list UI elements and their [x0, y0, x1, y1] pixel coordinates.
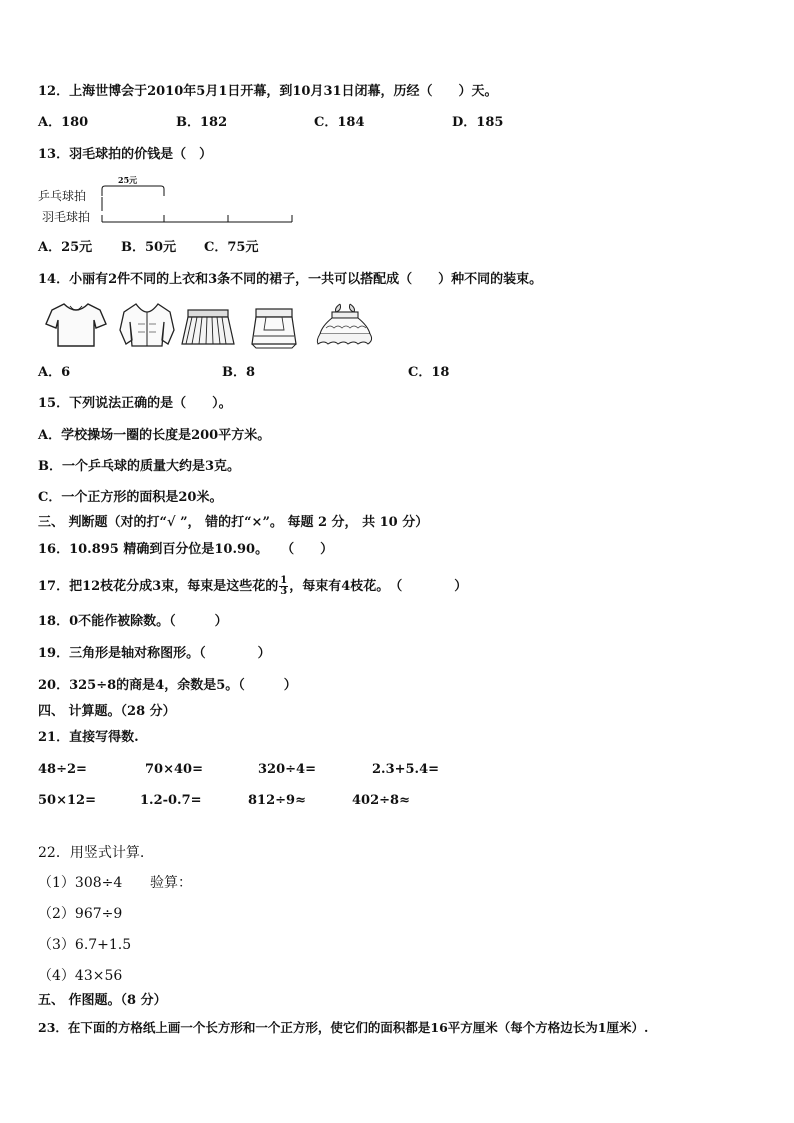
q13-option-b: B．50元	[121, 240, 177, 255]
q13-text: 13．羽毛球拍的价钱是（ ）	[38, 147, 213, 162]
q22-item-3: （3）6.7+1.5	[38, 937, 132, 953]
q13-option-a: A．25元	[38, 240, 93, 255]
q17-fraction	[279, 576, 288, 597]
q17-fraction-denominator: 3	[280, 586, 288, 597]
q22-item-2: （2）967÷9	[38, 906, 123, 922]
q15-option-b: B．一个乒乓球的质量大约是3克。	[38, 459, 241, 474]
section-3-heading: 三、 判断题（对的打“√ ”， 错的打“×”。 每题 2 分， 共 10 分）	[38, 515, 429, 530]
q19-text: 19．三角形是轴对称图形。（ ）	[38, 646, 271, 661]
q14-text: 14．小丽有2件不同的上衣和3条不同的裙子，一共可以搭配成（ ）种不同的装束。	[38, 272, 543, 287]
q12-option-b: B．182	[176, 115, 228, 130]
q15-text: 15．下列说法正确的是（ ）。	[38, 396, 232, 411]
q14-option-b: B．8	[222, 365, 256, 380]
q12-text: 12．上海世博会于2010年5月1日开幕，到10月31日闭幕，历经（ ）天。	[38, 84, 498, 99]
q21-item-6: 1.2-0.7=	[140, 793, 202, 808]
q21-item-7: 812÷9≈	[248, 793, 306, 808]
q22-item-1: （1）308÷4	[38, 875, 123, 891]
q13-figure	[38, 175, 298, 225]
q21-item-3: 320÷4=	[258, 762, 316, 777]
q21-item-4: 2.3+5.4=	[372, 762, 440, 777]
short-skirt-icon	[248, 306, 300, 352]
q23-text: 23．在下面的方格纸上画一个长方形和一个正方形，使它们的面积都是16平方厘米（每个方格边长为1厘米）.	[38, 1020, 649, 1035]
q17-text-before: 17．把12枝花分成3束，每束是这些花的	[38, 579, 279, 594]
q14-option-a: A．6	[38, 365, 71, 380]
q13-brace-label: 25元	[118, 175, 138, 185]
q13-row2-label: 羽毛球拍	[42, 210, 91, 224]
q15-option-a: A．学校操场一圈的长度是200平方米。	[38, 428, 271, 443]
q15-option-c: C．一个正方形的面积是20米。	[38, 490, 223, 505]
q16-text: 16．10.895 精确到百分位是10.90。 （ ）	[38, 542, 334, 557]
q22-check-label: 验算：	[150, 875, 192, 891]
q13-segment-diagram	[38, 175, 298, 225]
q14-option-c: C．18	[408, 365, 450, 380]
section-5-heading: 五、 作图题。（8 分）	[38, 993, 167, 1008]
q21-text: 21．直接写得数.	[38, 730, 139, 745]
q21-item-8: 402÷8≈	[352, 793, 410, 808]
q22-item-4: （4）43×56	[38, 968, 123, 984]
q20-text: 20．325÷8的商是4，余数是5。（ ）	[38, 678, 297, 693]
q22-text: 22．用竖式计算.	[38, 845, 145, 861]
q17-fraction-numerator: 1	[280, 575, 288, 586]
q18-text: 18．0不能作被除数。（ ）	[38, 614, 228, 629]
q13-option-c: C．75元	[204, 240, 259, 255]
q17-line	[38, 576, 467, 597]
section-4-heading: 四、 计算题。（28 分）	[38, 704, 176, 719]
q21-item-2: 70×40=	[145, 762, 203, 777]
q12-option-d: D．185	[452, 115, 504, 130]
q12-option-c: C．184	[314, 115, 365, 130]
q14-clothing-pictures	[38, 300, 378, 352]
q21-item-5: 50×12=	[38, 793, 96, 808]
pleated-skirt-icon	[180, 306, 236, 350]
q12-option-a: A．180	[38, 115, 89, 130]
q17-text-after: ，每束有4枝花。 （ ）	[289, 579, 468, 594]
q21-item-1: 48÷2=	[38, 762, 87, 777]
q13-row1-label: 乒乓球拍	[38, 189, 87, 203]
shirt-icon	[44, 300, 108, 350]
frilled-skirt-icon	[314, 300, 376, 350]
jacket-icon	[118, 300, 176, 350]
